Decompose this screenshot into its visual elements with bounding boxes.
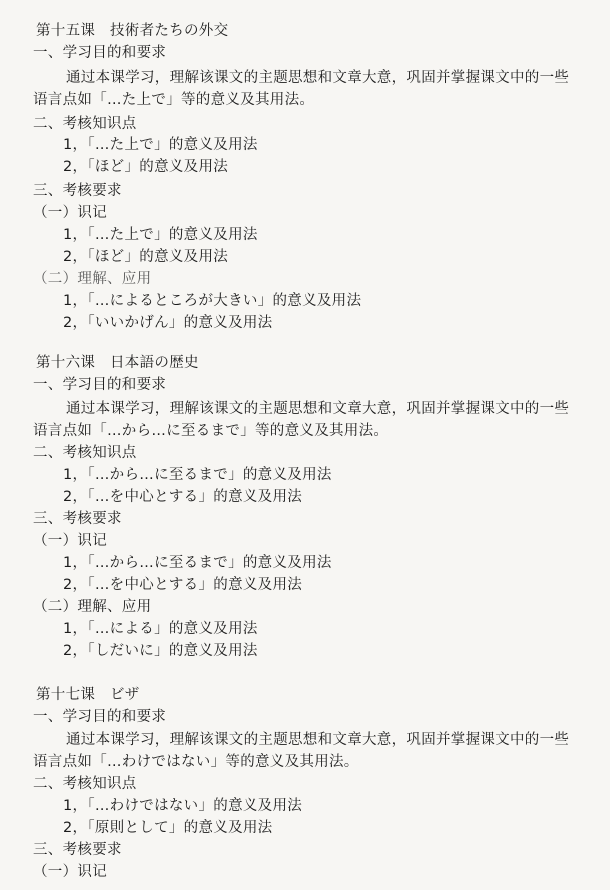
- paragraph-line: 语言点如「…た上で」等的意义及其用法。: [33, 92, 315, 108]
- paragraph-line: 通过本课学习，理解该课文的主题思想和文章大意，巩固并掌握课文中的一些: [66, 70, 570, 86]
- subsection-heading: （一）识记: [33, 864, 107, 880]
- section-heading: 二、考核知识点: [33, 445, 137, 461]
- subsection-heading: （二）理解、应用: [33, 271, 152, 287]
- list-item: 2，「いいかげん」的意义及用法: [63, 315, 273, 331]
- section-heading: 三、考核要求: [33, 842, 122, 858]
- section-heading: 三、考核要求: [33, 511, 122, 527]
- list-item: 1，「…による」的意义及用法: [63, 621, 258, 637]
- section-heading: 三、考核要求: [33, 183, 122, 199]
- list-item: 2，「…を中心とする」的意义及用法: [63, 577, 303, 593]
- subsection-heading: （二）理解、应用: [33, 599, 152, 615]
- section-heading: 二、考核知识点: [33, 776, 137, 792]
- lesson-title: 第十七课 ビザ: [36, 687, 140, 703]
- section-heading: 一、学习目的和要求: [33, 709, 167, 725]
- list-item: 1，「…わけではない」的意义及用法: [63, 798, 303, 814]
- lesson-title: 第十六课 日本語の歴史: [36, 355, 199, 371]
- paragraph-line: 语言点如「…から…に至るまで」等的意义及其用法。: [33, 423, 389, 439]
- list-item: 2，「…を中心とする」的意义及用法: [63, 489, 303, 505]
- paragraph-line: 通过本课学习，理解该课文的主题思想和文章大意，巩固并掌握课文中的一些: [66, 401, 570, 417]
- list-item: 2，「しだいに」的意义及用法: [63, 643, 258, 659]
- paragraph-line: 语言点如「…わけではない」等的意义及其用法。: [33, 754, 359, 770]
- section-heading: 一、学习目的和要求: [33, 377, 167, 393]
- list-item: 1，「…た上で」的意义及用法: [63, 227, 258, 243]
- list-item: 1，「…によるところが大きい」的意义及用法: [63, 293, 362, 309]
- list-item: 2，「ほど」的意义及用法: [63, 159, 229, 175]
- list-item: 1，「…から…に至るまで」的意义及用法: [63, 555, 332, 571]
- list-item: 2，「原則として」的意义及用法: [63, 820, 273, 836]
- subsection-heading: （一）识记: [33, 533, 107, 549]
- lesson-title: 第十五课 技術者たちの外交: [36, 23, 229, 39]
- paragraph-line: 通过本课学习，理解该课文的主题思想和文章大意，巩固并掌握课文中的一些: [66, 732, 570, 748]
- section-heading: 一、学习目的和要求: [33, 45, 167, 61]
- subsection-heading: （一）识记: [33, 205, 107, 221]
- section-heading: 二、考核知识点: [33, 116, 137, 132]
- list-item: 1，「…た上で」的意义及用法: [63, 137, 258, 153]
- list-item: 2，「ほど」的意义及用法: [63, 249, 229, 265]
- list-item: 1，「…から…に至るまで」的意义及用法: [63, 467, 332, 483]
